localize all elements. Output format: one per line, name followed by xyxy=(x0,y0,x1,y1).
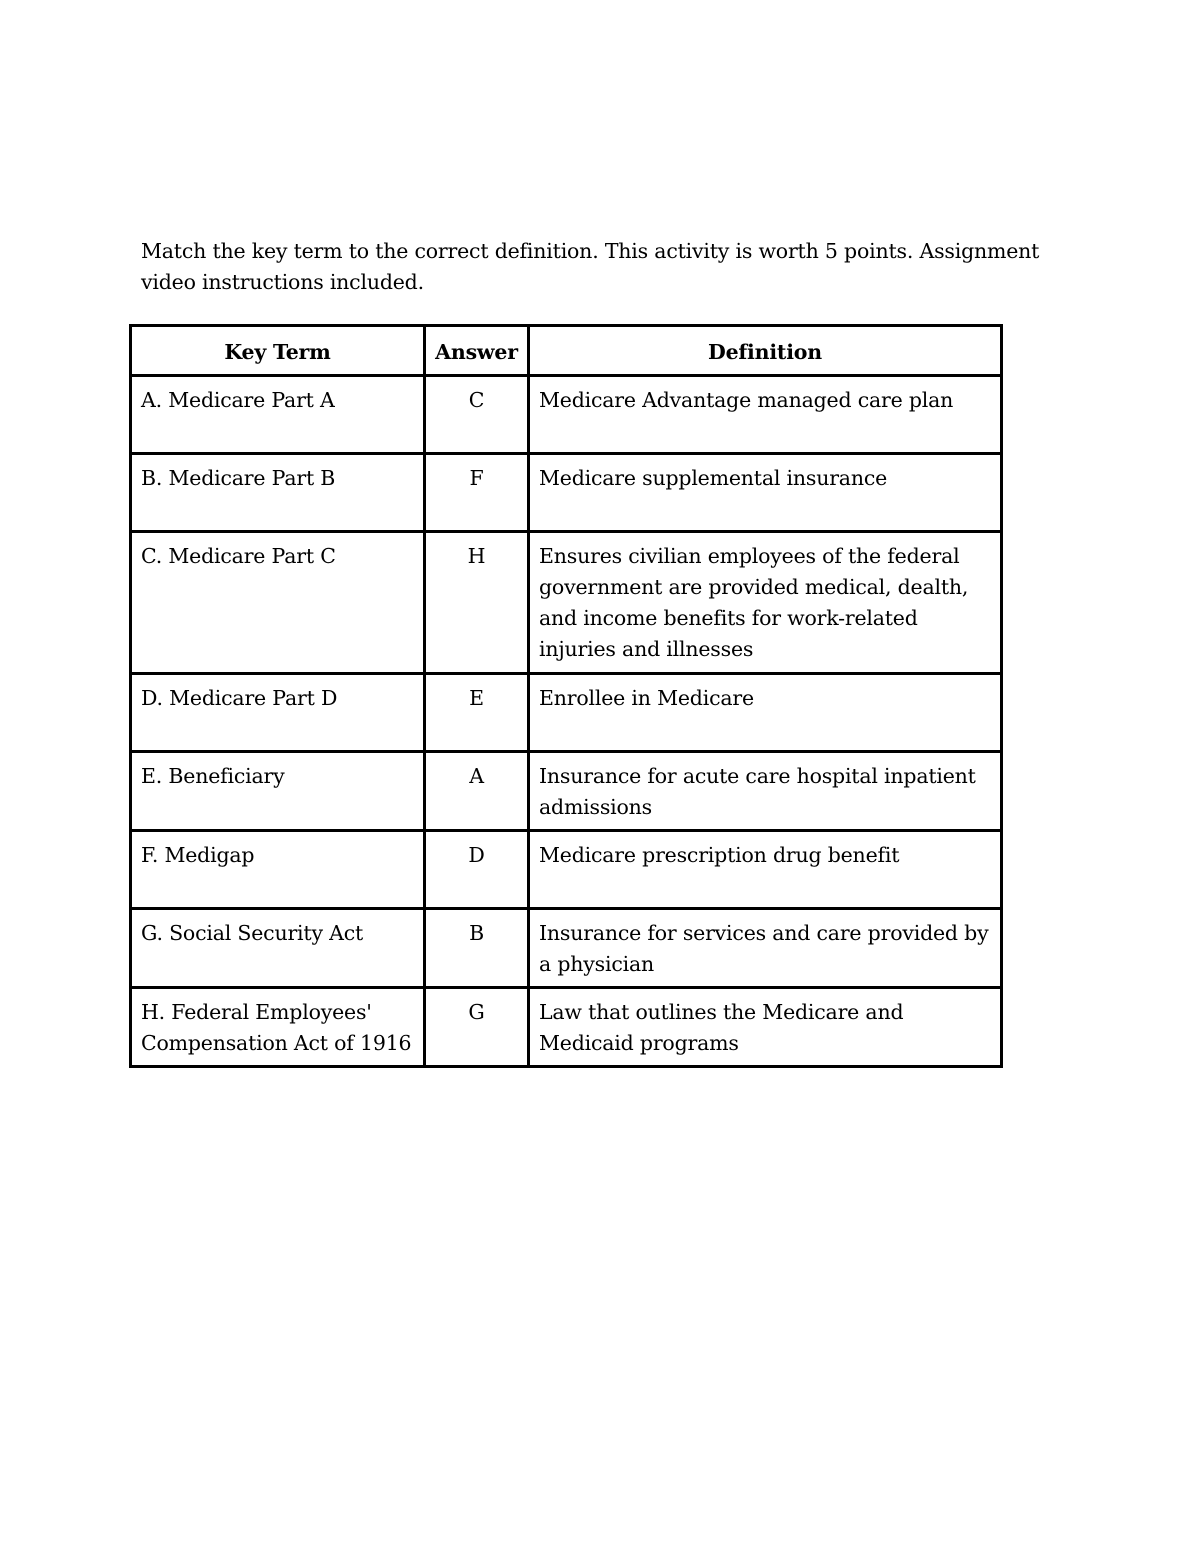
definition-cell: Medicare supplemental insurance xyxy=(529,454,1002,532)
answer-cell: B xyxy=(425,909,529,988)
answer-cell: E xyxy=(425,674,529,752)
key-term-cell: A. Medicare Part A xyxy=(131,376,425,454)
table-row xyxy=(131,532,1002,674)
key-term-cell: E. Beneficiary xyxy=(131,752,425,831)
table-row xyxy=(131,752,1002,831)
answer-cell: F xyxy=(425,454,529,532)
table-row xyxy=(131,988,1002,1067)
definition-cell: Insurance for services and care provided by a physician xyxy=(529,909,1002,988)
answer-cell: A xyxy=(425,752,529,831)
table-row xyxy=(131,909,1002,988)
instructions-text: Match the key term to the correct definition. This activity is worth 5 points. Assignment video instructions included. xyxy=(141,239,1040,294)
key-term-cell: B. Medicare Part B xyxy=(131,454,425,532)
table-header-row xyxy=(131,326,1002,376)
matching-table xyxy=(129,324,1003,1068)
table-row xyxy=(131,674,1002,752)
table-row xyxy=(131,376,1002,454)
key-term-cell: D. Medicare Part D xyxy=(131,674,425,752)
definition-cell: Medicare Advantage managed care plan xyxy=(529,376,1002,454)
definition-cell: Ensures civilian employees of the federal government are provided medical, dealth, and income benefits for work-related injuries and illnesses xyxy=(529,532,1002,674)
table-row xyxy=(131,831,1002,909)
key-term-cell: H. Federal Employees' Compensation Act of 1916 xyxy=(131,988,425,1067)
table-row xyxy=(131,454,1002,532)
key-term-cell: C. Medicare Part C xyxy=(131,532,425,674)
key-term-cell: F. Medigap xyxy=(131,831,425,909)
definition-cell: Law that outlines the Medicare and Medicaid programs xyxy=(529,988,1002,1067)
definition-cell: Medicare prescription drug benefit xyxy=(529,831,1002,909)
answer-cell: G xyxy=(425,988,529,1067)
definition-cell: Enrollee in Medicare xyxy=(529,674,1002,752)
answer-cell: D xyxy=(425,831,529,909)
header-answer: Answer xyxy=(425,326,529,376)
answer-cell: C xyxy=(425,376,529,454)
key-term-cell: G. Social Security Act xyxy=(131,909,425,988)
answer-cell: H xyxy=(425,532,529,674)
header-key-term: Key Term xyxy=(131,326,425,376)
definition-cell: Insurance for acute care hospital inpatient admissions xyxy=(529,752,1002,831)
header-definition: Definition xyxy=(529,326,1002,376)
